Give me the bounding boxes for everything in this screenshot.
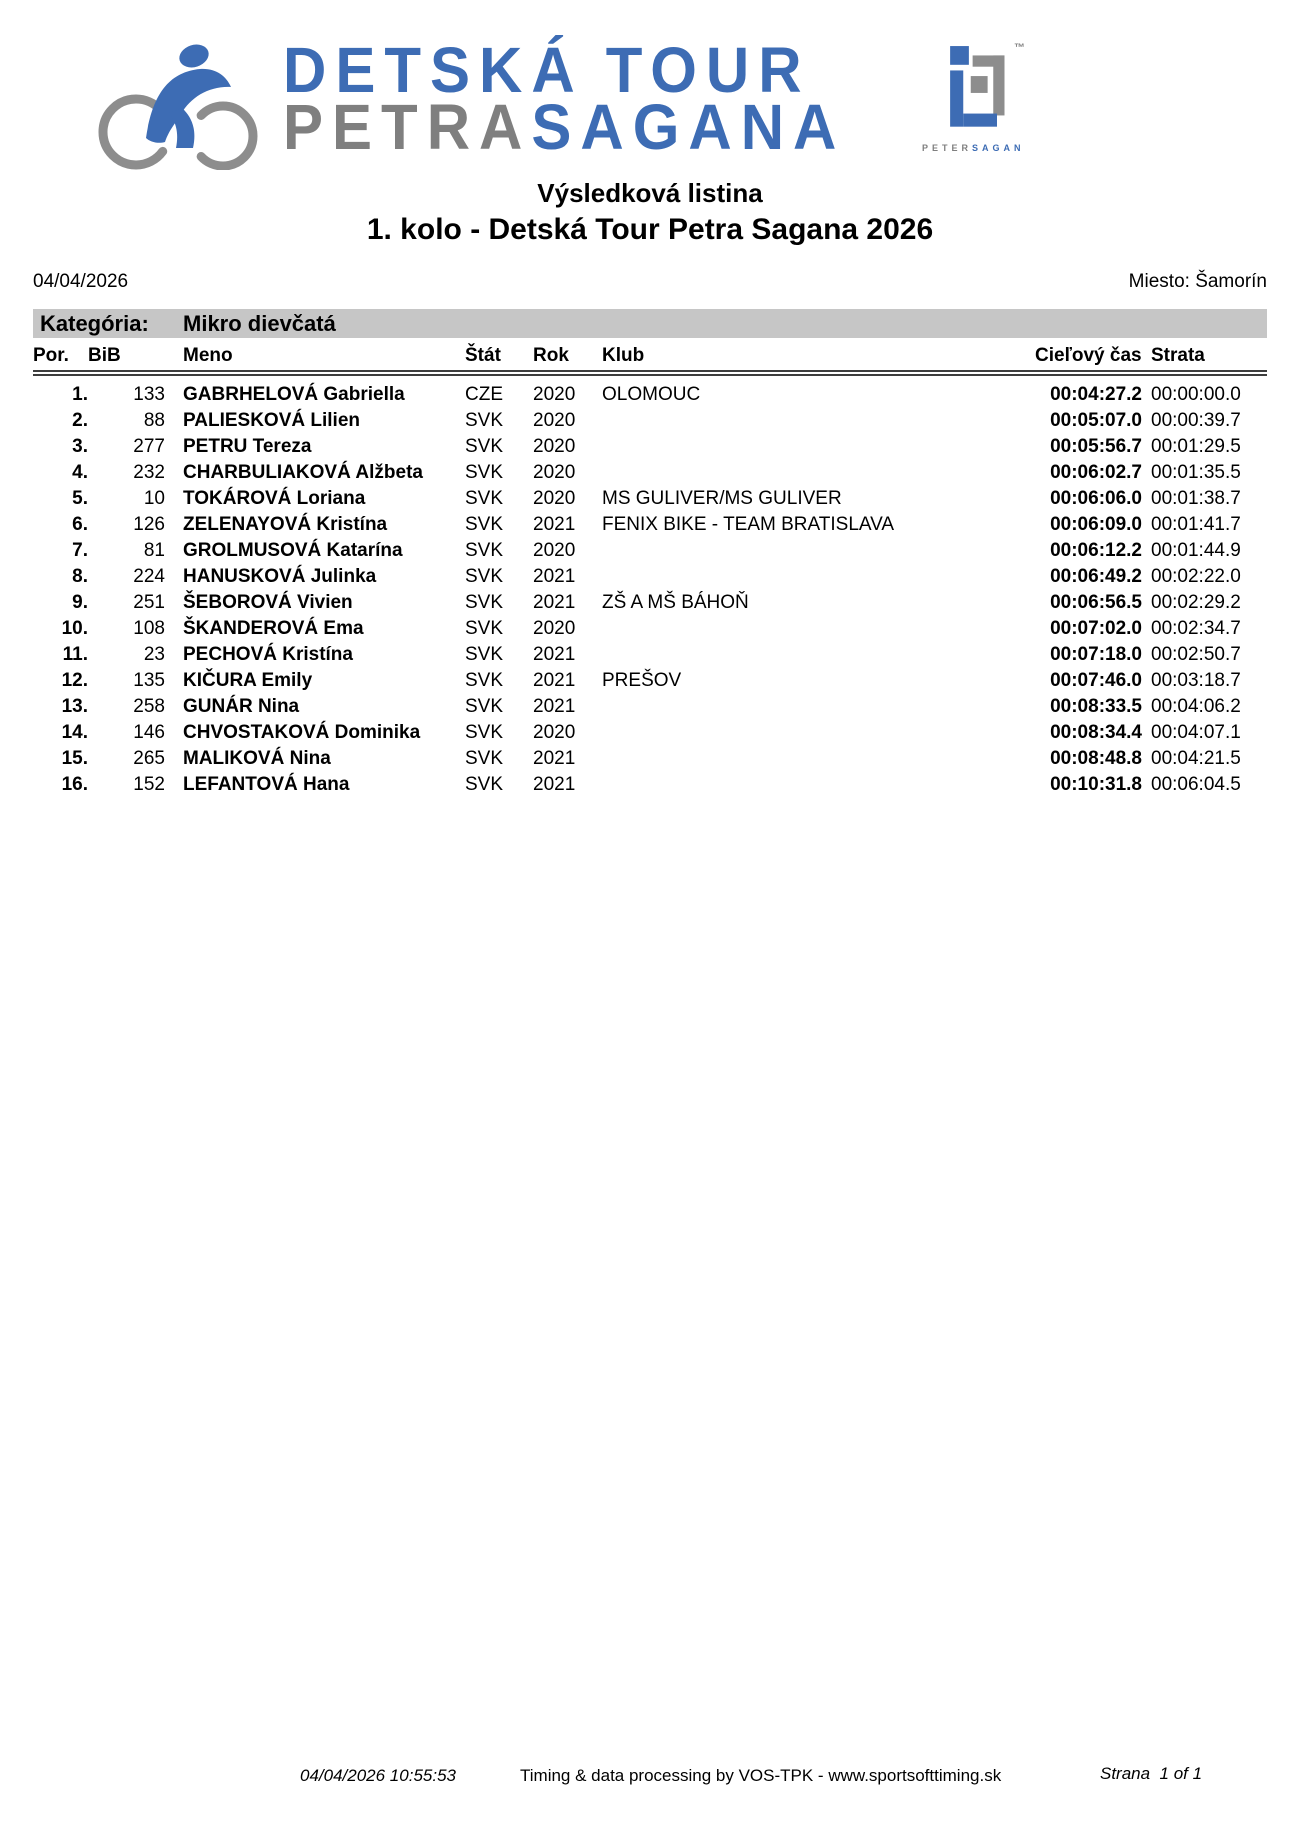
cell-finish-time: 00:06:09.0: [1050, 514, 1142, 535]
cell-gap: 00:06:04.5: [1151, 774, 1241, 795]
footer-timestamp: 04/04/2026 10:55:53: [300, 1766, 456, 1785]
cell-club: [602, 434, 1035, 460]
cell-gap: 00:02:22.0: [1151, 566, 1241, 587]
table-row: [33, 772, 1267, 798]
table-row: [33, 564, 1267, 590]
cell-finish-time: 00:06:49.2: [1050, 566, 1142, 587]
cell-bib: 10: [143, 488, 165, 509]
cell-finish-time: 00:08:33.5: [1050, 696, 1142, 717]
cell-name: CHARBULIAKOVÁ Alžbeta: [183, 462, 423, 483]
cell-year: 2021: [533, 774, 576, 795]
cell-club: [602, 460, 1035, 486]
cell-gap: 00:01:38.7: [1151, 488, 1241, 509]
cell-club: [602, 616, 1035, 642]
cell-rank: 12.: [61, 670, 88, 691]
cell-club: [602, 564, 1035, 590]
cell-club: [602, 694, 1035, 720]
cell-club: [602, 772, 1035, 798]
table-header-row: [33, 341, 1267, 373]
cell-country: SVK: [465, 774, 504, 795]
event-date: 04/04/2026: [33, 271, 129, 292]
cell-rank: 15.: [61, 748, 88, 769]
cell-gap: 00:02:50.7: [1151, 644, 1241, 665]
table-row: [33, 616, 1267, 642]
cell-finish-time: 00:04:27.2: [1050, 384, 1142, 405]
cell-finish-time: 00:05:07.0: [1050, 410, 1142, 431]
cell-bib: 224: [133, 566, 165, 587]
cell-name: LEFANTOVÁ Hana: [183, 774, 350, 795]
cell-country: CZE: [465, 384, 503, 405]
table-row: [33, 408, 1267, 434]
col-header-stat: Štát: [465, 341, 533, 373]
cell-year: 2020: [533, 410, 576, 431]
cell-club: [602, 720, 1035, 746]
cell-club: [602, 746, 1035, 772]
cell-bib: 258: [133, 696, 165, 717]
cell-bib: 277: [133, 436, 165, 457]
cell-country: SVK: [465, 670, 504, 691]
col-header-bib: BiB: [88, 341, 165, 373]
cell-rank: 16.: [61, 774, 88, 795]
cell-bib: 133: [133, 384, 165, 405]
cell-year: 2020: [533, 722, 576, 743]
cell-gap: 00:02:29.2: [1151, 592, 1241, 613]
cell-gap: 00:00:00.0: [1151, 384, 1241, 405]
cell-country: SVK: [465, 696, 504, 717]
cell-name: TOKÁROVÁ Loriana: [183, 488, 366, 509]
cell-finish-time: 00:07:02.0: [1050, 618, 1142, 639]
cell-finish-time: 00:07:46.0: [1050, 670, 1142, 691]
cell-name: GUNÁR Nina: [183, 696, 300, 717]
cell-gap: 00:00:39.7: [1151, 410, 1241, 431]
cell-rank: 11.: [62, 644, 88, 665]
cell-year: 2020: [533, 384, 576, 405]
col-header-meno: Meno: [165, 341, 465, 373]
cell-rank: 1.: [72, 384, 88, 405]
cell-rank: 14.: [61, 722, 88, 743]
cell-bib: 152: [133, 774, 165, 795]
cell-name: ZELENAYOVÁ Kristína: [183, 514, 388, 535]
cell-club: [602, 538, 1035, 564]
table-row: [33, 512, 1267, 538]
cell-club: FENIX BIKE - TEAM BRATISLAVA: [602, 514, 895, 535]
cell-country: SVK: [465, 644, 504, 665]
cell-year: 2021: [533, 566, 576, 587]
cell-year: 2020: [533, 618, 576, 639]
cell-rank: 13.: [61, 696, 88, 717]
cell-finish-time: 00:06:12.2: [1050, 540, 1142, 561]
cell-rank: 5.: [72, 488, 88, 509]
cell-year: 2020: [533, 436, 576, 457]
cell-bib: 265: [133, 748, 165, 769]
cell-country: SVK: [465, 488, 504, 509]
category-bar: [33, 309, 1267, 338]
cell-club: PREŠOV: [602, 670, 682, 691]
cell-rank: 7.: [72, 540, 88, 561]
cell-rank: 10.: [61, 618, 88, 639]
cell-club: OLOMOUC: [602, 384, 701, 405]
footer-credit: Timing & data processing by VOS-TPK - www.sportsofttiming.sk: [520, 1766, 1002, 1785]
logo-line-2: [283, 91, 846, 163]
col-header-por: Por.: [33, 341, 88, 373]
cell-year: 2021: [533, 696, 576, 717]
cell-bib: 146: [133, 722, 165, 743]
table-row: [33, 373, 1267, 408]
cell-country: SVK: [465, 748, 504, 769]
logo-word-petra: PETRA: [283, 91, 532, 163]
cell-gap: 00:01:44.9: [1151, 540, 1241, 561]
col-header-strata: Strata: [1142, 341, 1267, 373]
cell-gap: 00:01:41.7: [1151, 514, 1241, 535]
cell-rank: 4.: [72, 462, 88, 483]
cell-bib: 135: [133, 670, 165, 691]
cell-finish-time: 00:08:34.4: [1050, 722, 1142, 743]
cell-club: MS GULIVER/MS GULIVER: [602, 488, 842, 509]
peter-sagan-monogram-icon: [922, 42, 1025, 153]
table-row: [33, 538, 1267, 564]
cell-name: ŠKANDEROVÁ Ema: [183, 618, 364, 639]
cell-country: SVK: [465, 618, 504, 639]
cyclist-logo-icon: [90, 38, 290, 170]
cell-bib: 81: [143, 540, 165, 561]
footer-page-number: Strana 1 of 1: [1100, 1764, 1203, 1783]
cell-club: [602, 642, 1035, 668]
cell-rank: 8.: [72, 566, 88, 587]
cell-bib: 251: [133, 592, 165, 613]
cell-country: SVK: [465, 436, 504, 457]
page-subtitle: 1. kolo - Detská Tour Petra Sagana 2026: [366, 213, 934, 246]
cell-club: ZŠ A MŠ BÁHOŇ: [602, 592, 749, 613]
cell-country: SVK: [465, 462, 504, 483]
results-table: [33, 341, 1267, 798]
cell-gap: 00:03:18.7: [1151, 670, 1241, 691]
cell-rank: 3.: [72, 436, 88, 457]
cell-country: SVK: [465, 566, 504, 587]
cell-name: ŠEBOROVÁ Vivien: [183, 592, 353, 613]
logo-word-detska: DETSKÁ: [283, 34, 584, 106]
table-row: [33, 642, 1267, 668]
cell-rank: 2.: [72, 410, 88, 431]
cell-year: 2021: [533, 670, 576, 691]
cell-name: KIČURA Emily: [183, 670, 313, 691]
logo-word-sagana: SAGANA: [531, 91, 846, 163]
category-label: Kategória:: [40, 311, 149, 336]
cell-bib: 232: [133, 462, 165, 483]
cell-year: 2021: [533, 644, 576, 665]
cell-finish-time: 00:05:56.7: [1050, 436, 1142, 457]
cell-finish-time: 00:06:06.0: [1050, 488, 1142, 509]
event-place: Miesto: Šamorín: [1128, 271, 1267, 292]
cell-year: 2020: [533, 488, 576, 509]
cell-bib: 23: [143, 644, 165, 665]
cell-name: GROLMUSOVÁ Katarína: [183, 540, 403, 561]
results-table-body: [33, 373, 1267, 798]
cell-country: SVK: [465, 592, 504, 613]
table-row: [33, 720, 1267, 746]
page-title: Výsledková listina: [537, 178, 763, 208]
cell-finish-time: 00:10:31.8: [1050, 774, 1142, 795]
cell-year: 2020: [533, 540, 576, 561]
cell-year: 2021: [533, 592, 576, 613]
logo-word-tour: TOUR: [605, 34, 811, 106]
cell-country: SVK: [465, 722, 504, 743]
cell-name: MALIKOVÁ Nina: [183, 748, 331, 769]
cell-bib: 108: [133, 618, 165, 639]
caption-sagan: SAGAN: [972, 143, 1025, 153]
cell-gap: 00:04:07.1: [1151, 722, 1241, 743]
cell-finish-time: 00:08:48.8: [1050, 748, 1142, 769]
cell-gap: 00:04:21.5: [1151, 748, 1241, 769]
cell-name: PETRU Tereza: [183, 436, 312, 457]
cell-gap: 00:01:35.5: [1151, 462, 1241, 483]
cell-bib: 88: [143, 410, 165, 431]
cell-name: PECHOVÁ Kristína: [183, 644, 353, 665]
cell-country: SVK: [465, 514, 504, 535]
table-row: [33, 590, 1267, 616]
col-header-ciel: Cieľový čas: [1035, 341, 1142, 373]
cell-finish-time: 00:07:18.0: [1050, 644, 1142, 665]
col-header-rok: Rok: [533, 341, 602, 373]
caption-peter: PETER: [922, 143, 973, 153]
cell-name: PALIESKOVÁ Lilien: [183, 410, 361, 431]
cell-finish-time: 00:06:56.5: [1050, 592, 1142, 613]
cell-finish-time: 00:06:02.7: [1050, 462, 1142, 483]
trademark-symbol: ™: [1014, 42, 1025, 54]
cell-year: 2020: [533, 462, 576, 483]
table-row: [33, 486, 1267, 512]
cell-club: [602, 408, 1035, 434]
cell-gap: 00:01:29.5: [1151, 436, 1241, 457]
cell-rank: 6.: [72, 514, 88, 535]
category-value: Mikro dievčatá: [183, 311, 336, 336]
monogram-caption: [922, 143, 1025, 153]
cell-country: SVK: [465, 410, 504, 431]
table-row: [33, 694, 1267, 720]
table-row: [33, 668, 1267, 694]
cell-year: 2021: [533, 514, 576, 535]
cell-gap: 00:04:06.2: [1151, 696, 1241, 717]
cell-bib: 126: [133, 514, 165, 535]
table-row: [33, 434, 1267, 460]
cell-name: HANUSKOVÁ Julinka: [183, 566, 377, 587]
cell-name: GABRHELOVÁ Gabriella: [183, 384, 405, 405]
cell-gap: 00:02:34.7: [1151, 618, 1241, 639]
cell-country: SVK: [465, 540, 504, 561]
cell-rank: 9.: [72, 592, 88, 613]
cell-name: CHVOSTAKOVÁ Dominika: [183, 722, 421, 743]
logo-wordmark: [283, 34, 846, 163]
cell-year: 2021: [533, 748, 576, 769]
col-header-klub: Klub: [602, 341, 1035, 373]
table-row: [33, 460, 1267, 486]
table-row: [33, 746, 1267, 772]
